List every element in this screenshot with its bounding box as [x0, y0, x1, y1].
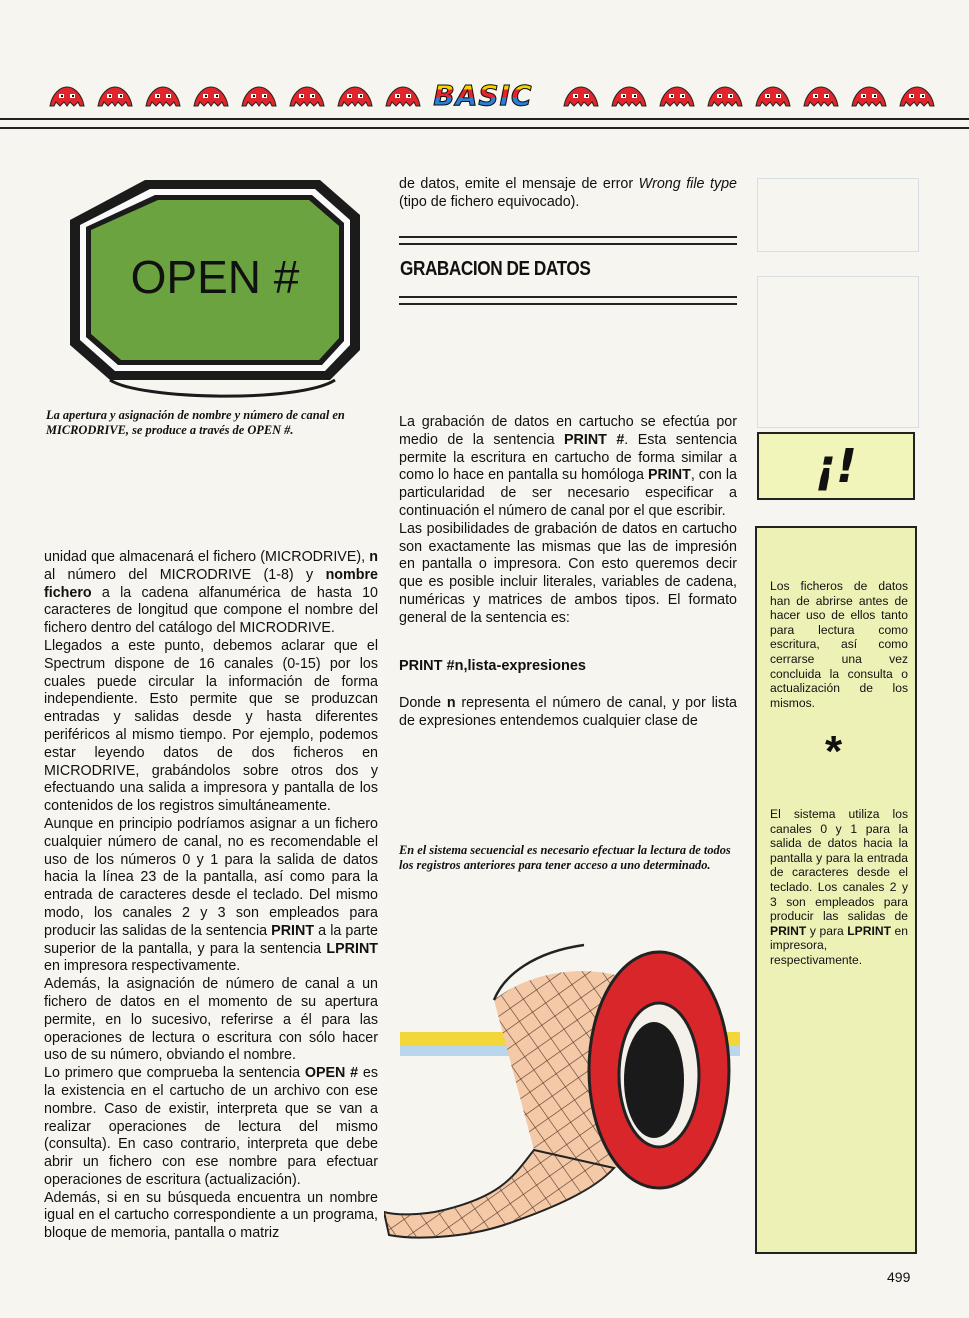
basic-logo: BASIC: [433, 79, 533, 112]
space-invader-icon: [94, 84, 136, 110]
show-through-box-middle: [757, 276, 919, 428]
tape-reel-illustration: [384, 940, 754, 1256]
space-invader-icon: [848, 84, 890, 110]
left-paragraph-6: Además, si en su búsqueda encuentra un nombre igual en el cartucho correspondiente a un programa, bloque de memoria, pantalla o matriz: [44, 1189, 378, 1242]
space-invader-icon: [334, 84, 376, 110]
section-rule-bottom: [399, 296, 737, 310]
open-caption: La apertura y asignación de nombre y número de canal en MICRODRIVE, se produce a través de OPEN #.: [46, 408, 345, 437]
header-rule-top: [0, 118, 969, 120]
invader-row-right: [560, 84, 938, 112]
space-invader-icon: [800, 84, 842, 110]
space-invader-icon: [142, 84, 184, 110]
middle-after-paragraph: Donde n representa el número de canal, y por lista de expresiones entendemos cualquier clase de: [399, 695, 737, 729]
tape-caption: En el sistema secuencial es necesario efectuar la lectura de todos los registros anteriores para tener acceso a uno determinado.: [399, 843, 731, 872]
section-rule-top: [399, 236, 737, 250]
space-invader-icon: [752, 84, 794, 110]
left-paragraph-2: Llegados a este punto, debemos aclarar que el Spectrum dispone de 16 canales (0-15) por los cuales puede circular la información de forma independiente. Esto permite que se produzcan entradas y salidas desde y hasta diferentes periféricos al mismo tiempo. Por ejemplo, podemos estar leyendo datos de dos ficheros en MICRODRIVE, grabándolos sobre otros dos y efectuando una salida a impresora y pantalla de los contenidos de los registros simultáneamente.: [44, 637, 378, 815]
middle-paragraph-2: Las posibilidades de grabación de datos en cartucho son exactamente las mismas que las de impresión en pantalla o impresora. Con esto queremos decir que es posible incluir literales, variables de cadena, numéricas y matrices de ambos tipos. El formato general de la sentencia es:: [399, 520, 737, 626]
exclamation-box: ¡!: [757, 432, 915, 500]
page-number: 499: [887, 1269, 911, 1285]
space-invader-icon: [704, 84, 746, 110]
open-panel-label: OPEN #: [130, 251, 300, 303]
space-invader-icon: [560, 84, 602, 110]
note-text-1: Los ficheros de datos han de abrirse antes de hacer uso de ellos tanto para lectura como escritura, así como cerrarse una vez concluida la consulta o actualización de los mismos.: [770, 579, 908, 710]
invader-row-left: [46, 84, 424, 112]
note-text-2: [770, 795, 908, 980]
left-paragraph-3: Aunque en principio podríamos asignar a un fichero cualquier número de canal, no es recomendable el uso de los números 0 y 1 para la salida de datos hacia la línea 23 de la pantalla, así como para la entrada de caracteres desde el teclado. Del mismo modo, los canales 2 y 3 son empleados para producir las salidas de la sentencia PRINT a la parte superior de la pantalla, y para la sentencia LPRINT en impresora respectivamente.: [44, 815, 378, 975]
show-through-box-top: [757, 178, 919, 252]
syntax-line: PRINT #n,lista-expresiones: [399, 658, 586, 674]
space-invader-icon: [238, 84, 280, 110]
header-rule-bottom: [0, 127, 969, 129]
left-paragraph-5: Lo primero que comprueba la sentencia OPEN # es la existencia en el cartucho de un archivo con ese nombre. Caso de existir, interpreta que se van a realizar operaciones de lectura del mismo (consulta). En caso contrario, interpreta que debe abrir un fichero con ese nombre para efectuar operaciones de escritura (actualización).: [44, 1065, 378, 1188]
space-invader-icon: [896, 84, 938, 110]
space-invader-icon: [656, 84, 698, 110]
section-title: GRABACION DE DATOS: [400, 258, 591, 280]
space-invader-icon: [608, 84, 650, 110]
middle-after-text: [399, 695, 737, 731]
middle-paragraph-1: La grabación de datos en cartucho se efectúa por medio de la sentencia PRINT #. Esta sentencia permite la escritura en cartucho de forma similar a como lo hace en pantalla su homóloga PRINT, con la particularidad de ser necesario especificar a continuación el número de canal por el que escribir.: [399, 414, 737, 519]
middle-intro: [399, 176, 737, 212]
middle-body-text: [399, 414, 737, 628]
left-column-text: [44, 549, 378, 1243]
space-invader-icon: [286, 84, 328, 110]
open-channel-illustration: [50, 175, 380, 405]
asterisk-icon: *: [825, 727, 843, 776]
left-paragraph-4: Además, la asignación de número de canal a un fichero de datos en el momento de su apertura permite, en lo sucesivo, referirse a él para las operaciones de lectura o escritura con sólo hacer uso de su número, obviando el nombre.: [44, 976, 378, 1064]
left-paragraph-1: unidad que almacenará el fichero (MICRODRIVE), n al número del MICRODRIVE (1-8) y nombre fichero a la cadena alfanumérica de hasta 10 caracteres de longitud que compone el nombre del fichero dentro del catálogo del MICRODRIVE.: [44, 549, 378, 637]
space-invader-icon: [190, 84, 232, 110]
space-invader-icon: [382, 84, 424, 110]
page-header: [0, 78, 969, 128]
middle-intro-paragraph: de datos, emite el mensaje de error Wrong file type (tipo de fichero equivocado).: [399, 176, 737, 210]
note-paragraph-2: El sistema utiliza los canales 0 y 1 para la salida de datos hacia la pantalla y para la entrada de caracteres desde el teclado. Los canales 2 y 3 son empleados para producir las salidas de PRINT y para LPRINT en impresora, respectivamente.: [770, 807, 909, 968]
space-invader-icon: [46, 84, 88, 110]
